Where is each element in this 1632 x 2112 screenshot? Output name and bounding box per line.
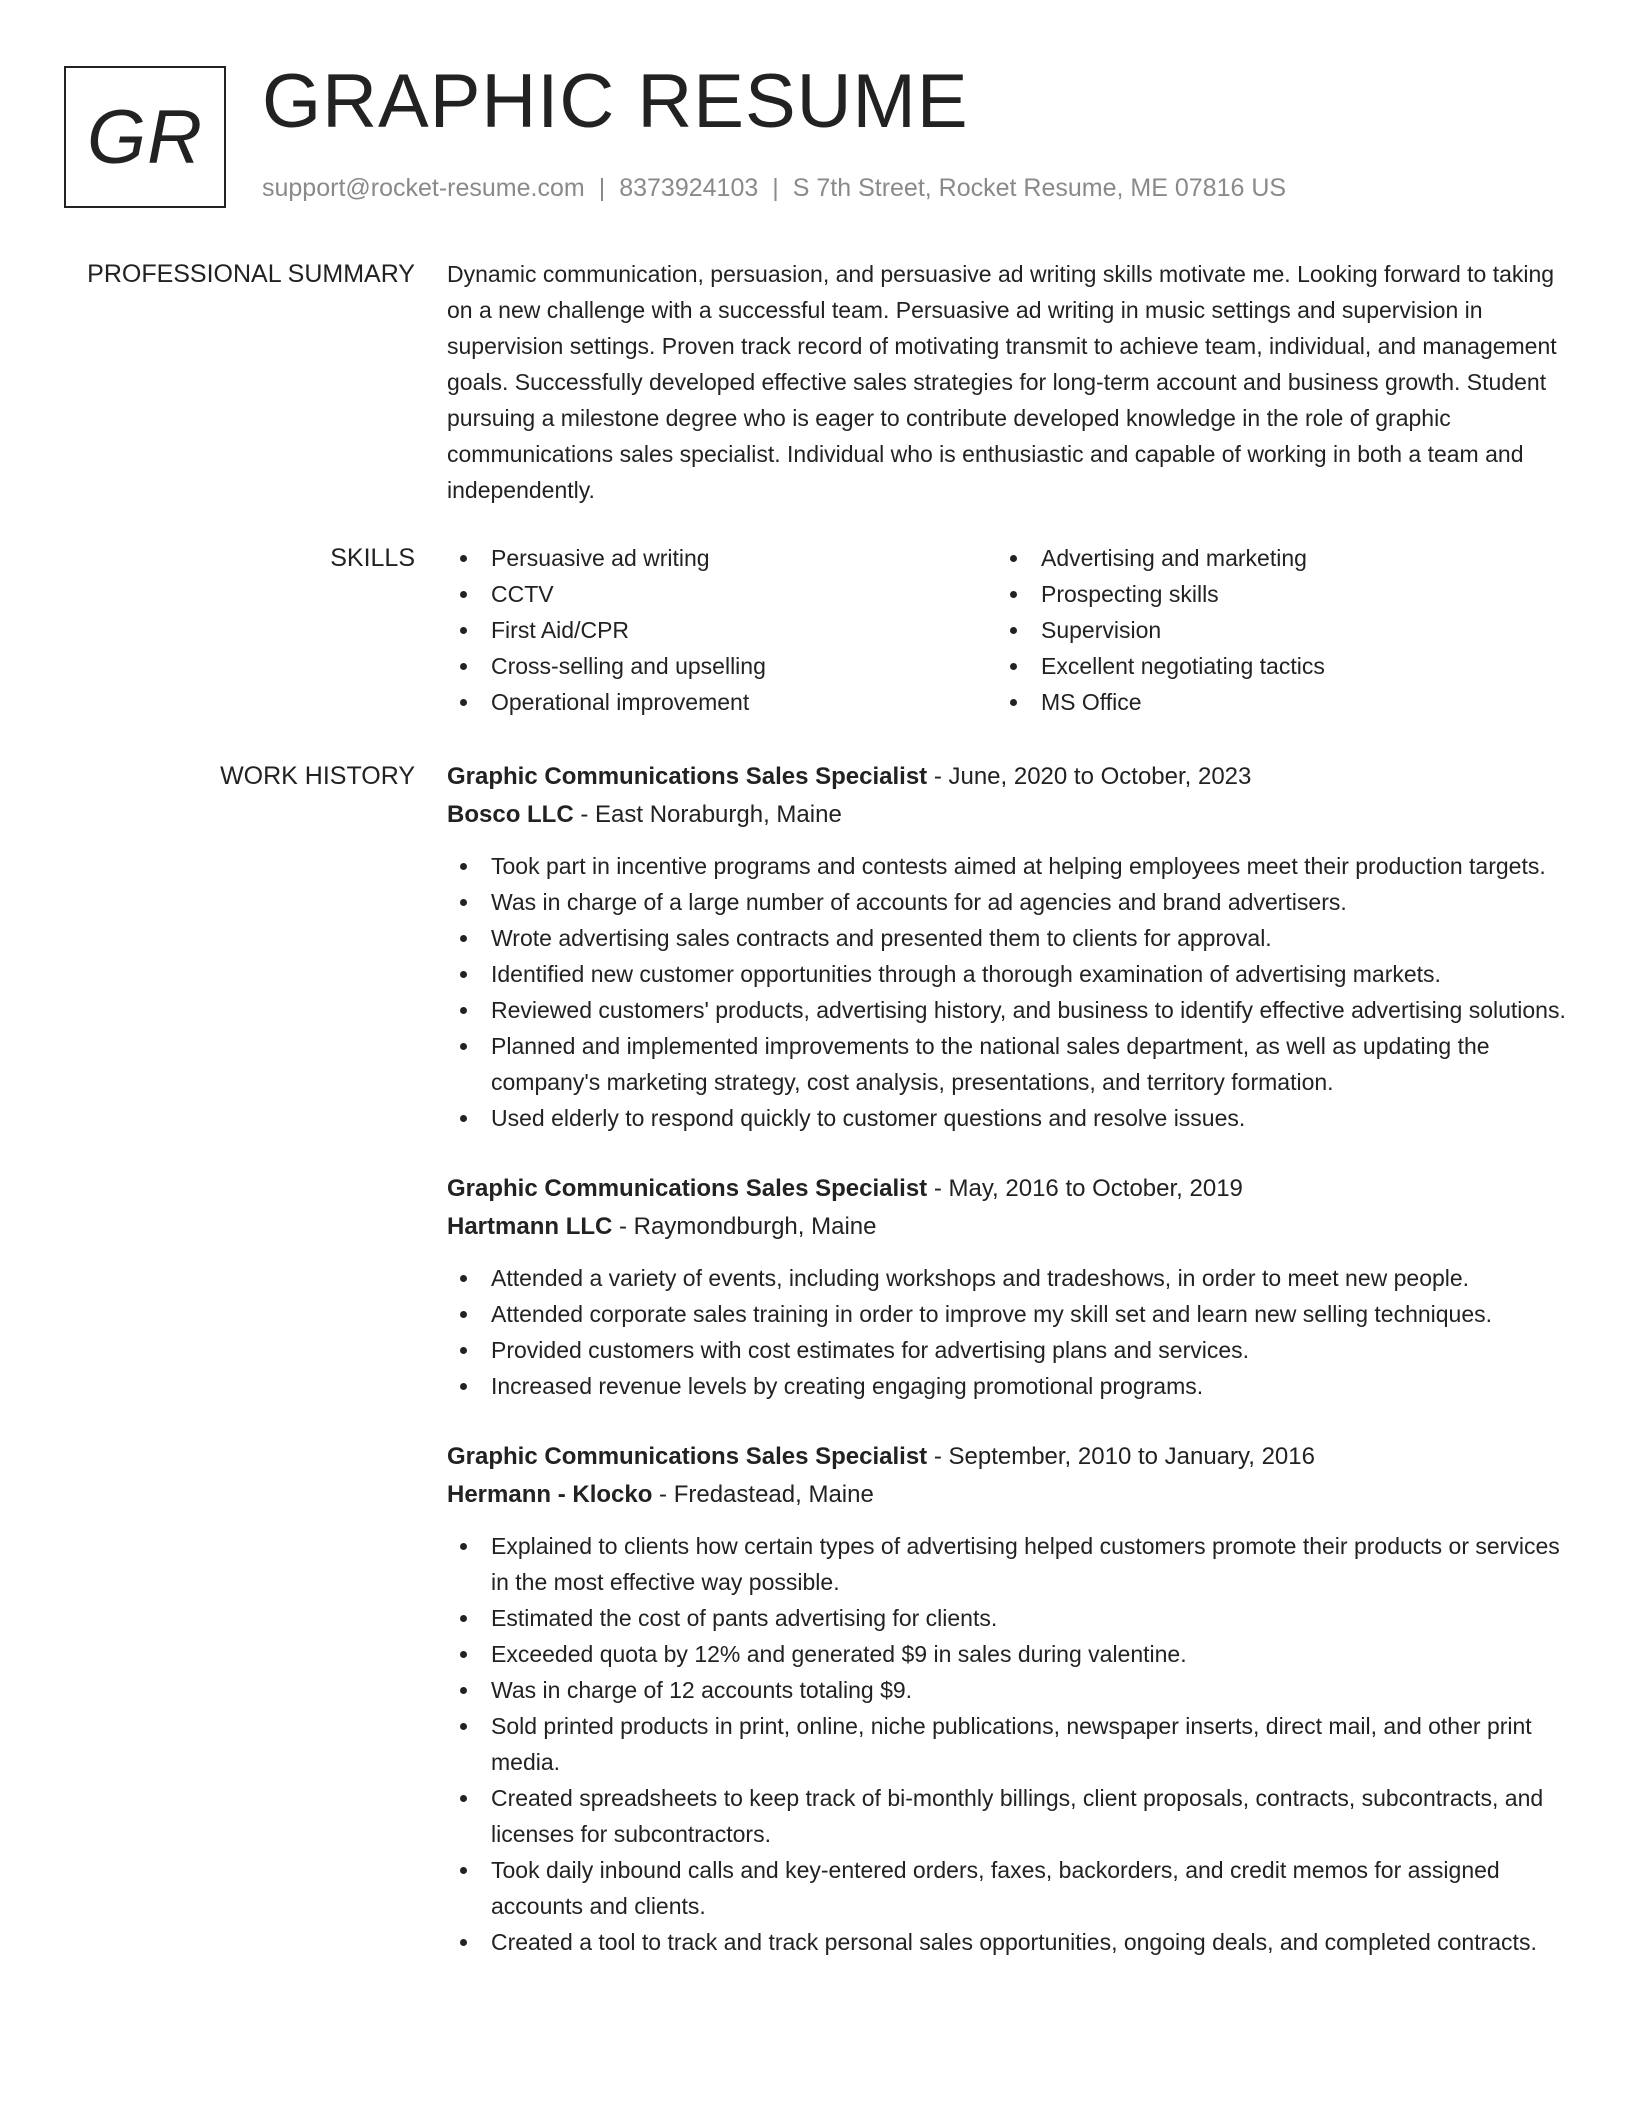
skills-column-left — [447, 540, 997, 720]
skill-item: Persuasive ad writing — [447, 540, 997, 576]
job-bullet: Wrote advertising sales contracts and presented them to clients for approval. — [447, 920, 1567, 956]
work-body — [447, 758, 1567, 1994]
skill-item: CCTV — [447, 576, 997, 612]
job-company: Hermann - Klocko — [447, 1481, 653, 1508]
job-bullet: Created a tool to track and track personal sales opportunities, ongoing deals, and completed contracts. — [447, 1924, 1567, 1960]
skills-column-right — [997, 540, 1547, 720]
resume-name: GRAPHIC RESUME — [262, 59, 969, 144]
job-bullet: Was in charge of a large number of accounts for ad agencies and brand advertisers. — [447, 884, 1567, 920]
job-bullet: Was in charge of 12 accounts totaling $9. — [447, 1672, 1567, 1708]
skill-item: Advertising and marketing — [997, 540, 1547, 576]
skills-label: SKILLS — [330, 544, 415, 572]
skill-item: MS Office — [997, 684, 1547, 720]
job-bullet: Attended corporate sales training in order to improve my skill set and learn new selling techniques. — [447, 1296, 1567, 1332]
job-location: - Fredastead, Maine — [652, 1481, 874, 1508]
job-bullet: Attended a variety of events, including workshops and tradeshows, in order to meet new people. — [447, 1260, 1567, 1296]
job-dates: - June, 2020 to October, 2023 — [927, 763, 1252, 790]
job-bullet: Took daily inbound calls and key-entered orders, faxes, backorders, and credit memos for assigned accounts and clients. — [447, 1852, 1567, 1924]
job-company: Hartmann LLC — [447, 1213, 613, 1240]
skill-item: Excellent negotiating tactics — [997, 648, 1547, 684]
job-title-line — [447, 1438, 1567, 1476]
job-bullet: Exceeded quota by 12% and generated $9 in sales during valentine. — [447, 1636, 1567, 1672]
job-bullet: Used elderly to respond quickly to customer questions and resolve issues. — [447, 1100, 1567, 1136]
contact-line — [262, 174, 1286, 203]
job-bullet: Created spreadsheets to keep track of bi-monthly billings, client proposals, contracts, subcontracts, and licenses for subcontractors. — [447, 1780, 1567, 1852]
job-bullet: Identified new customer opportunities through a thorough examination of advertising markets. — [447, 956, 1567, 992]
job-dates: - September, 2010 to January, 2016 — [927, 1443, 1315, 1470]
skill-item: Prospecting skills — [997, 576, 1547, 612]
job-bullet: Increased revenue levels by creating engaging promotional programs. — [447, 1368, 1567, 1404]
contact-phone: 8373924103 — [619, 174, 759, 202]
skill-item: Operational improvement — [447, 684, 997, 720]
work-label: WORK HISTORY — [220, 762, 415, 790]
job-location: - Raymondburgh, Maine — [612, 1213, 877, 1240]
monogram-box — [64, 66, 226, 208]
skill-item: First Aid/CPR — [447, 612, 997, 648]
skill-item: Cross-selling and upselling — [447, 648, 997, 684]
job-title: Graphic Communications Sales Specialist — [447, 1175, 928, 1202]
job-title-line — [447, 1170, 1567, 1208]
skills-list-right — [997, 540, 1547, 720]
job-entry — [447, 1438, 1567, 1960]
job-bullets — [447, 1260, 1567, 1404]
job-company-line — [447, 1208, 1567, 1246]
job-bullet: Estimated the cost of pants advertising for clients. — [447, 1600, 1567, 1636]
skill-item: Supervision — [997, 612, 1547, 648]
job-company-line — [447, 796, 1567, 834]
summary-label: PROFESSIONAL SUMMARY — [87, 260, 415, 288]
summary-text: Dynamic communication, persuasion, and persuasive ad writing skills motivate me. Looking forward to taking on a new challenge with a successful team. Persuasive ad writing in music settings and supervision in supervision settings. Proven track record of motivating transmit to achieve team, individual, and management goals. Successfully developed effective sales strategies for long-term account and business growth. Student pursuing a milestone degree who is eager to contribute developed knowledge in the role of graphic communications sales specialist. Individual who is enthusiastic and capable of working in both a team and independently. — [447, 261, 1557, 503]
job-bullet: Provided customers with cost estimates for advertising plans and services. — [447, 1332, 1567, 1368]
job-bullet: Sold printed products in print, online, niche publications, newspaper inserts, direct mail, and other print media. — [447, 1708, 1567, 1780]
job-bullet: Took part in incentive programs and contests aimed at helping employees meet their production targets. — [447, 848, 1567, 884]
contact-separator: | — [772, 174, 779, 202]
skills-body — [447, 540, 1567, 720]
contact-separator: | — [598, 174, 606, 202]
job-company: Bosco LLC — [447, 801, 574, 828]
job-title: Graphic Communications Sales Specialist — [447, 763, 928, 790]
job-bullets — [447, 1528, 1567, 1960]
job-location: - East Noraburgh, Maine — [573, 801, 842, 828]
summary-body — [447, 256, 1567, 508]
job-company-line — [447, 1476, 1567, 1514]
job-entry — [447, 758, 1567, 1136]
job-bullet: Planned and implemented improvements to the national sales department, as well as updating the company's marketing strategy, cost analysis, presentations, and territory formation. — [447, 1028, 1567, 1100]
job-dates: - May, 2016 to October, 2019 — [927, 1175, 1243, 1202]
monogram-initials: GR — [87, 94, 203, 180]
skills-list-left — [447, 540, 997, 720]
job-bullets — [447, 848, 1567, 1136]
contact-email: support@rocket-resume.com — [262, 174, 585, 202]
job-title: Graphic Communications Sales Specialist — [447, 1443, 928, 1470]
job-title-line — [447, 758, 1567, 796]
job-bullet: Reviewed customers' products, advertising history, and business to identify effective advertising solutions. — [447, 992, 1567, 1028]
job-entry — [447, 1170, 1567, 1404]
job-bullet: Explained to clients how certain types of advertising helped customers promote their products or services in the most effective way possible. — [447, 1528, 1567, 1600]
skills-grid — [447, 540, 1547, 720]
contact-address: S 7th Street, Rocket Resume, ME 07816 US — [792, 174, 1287, 202]
